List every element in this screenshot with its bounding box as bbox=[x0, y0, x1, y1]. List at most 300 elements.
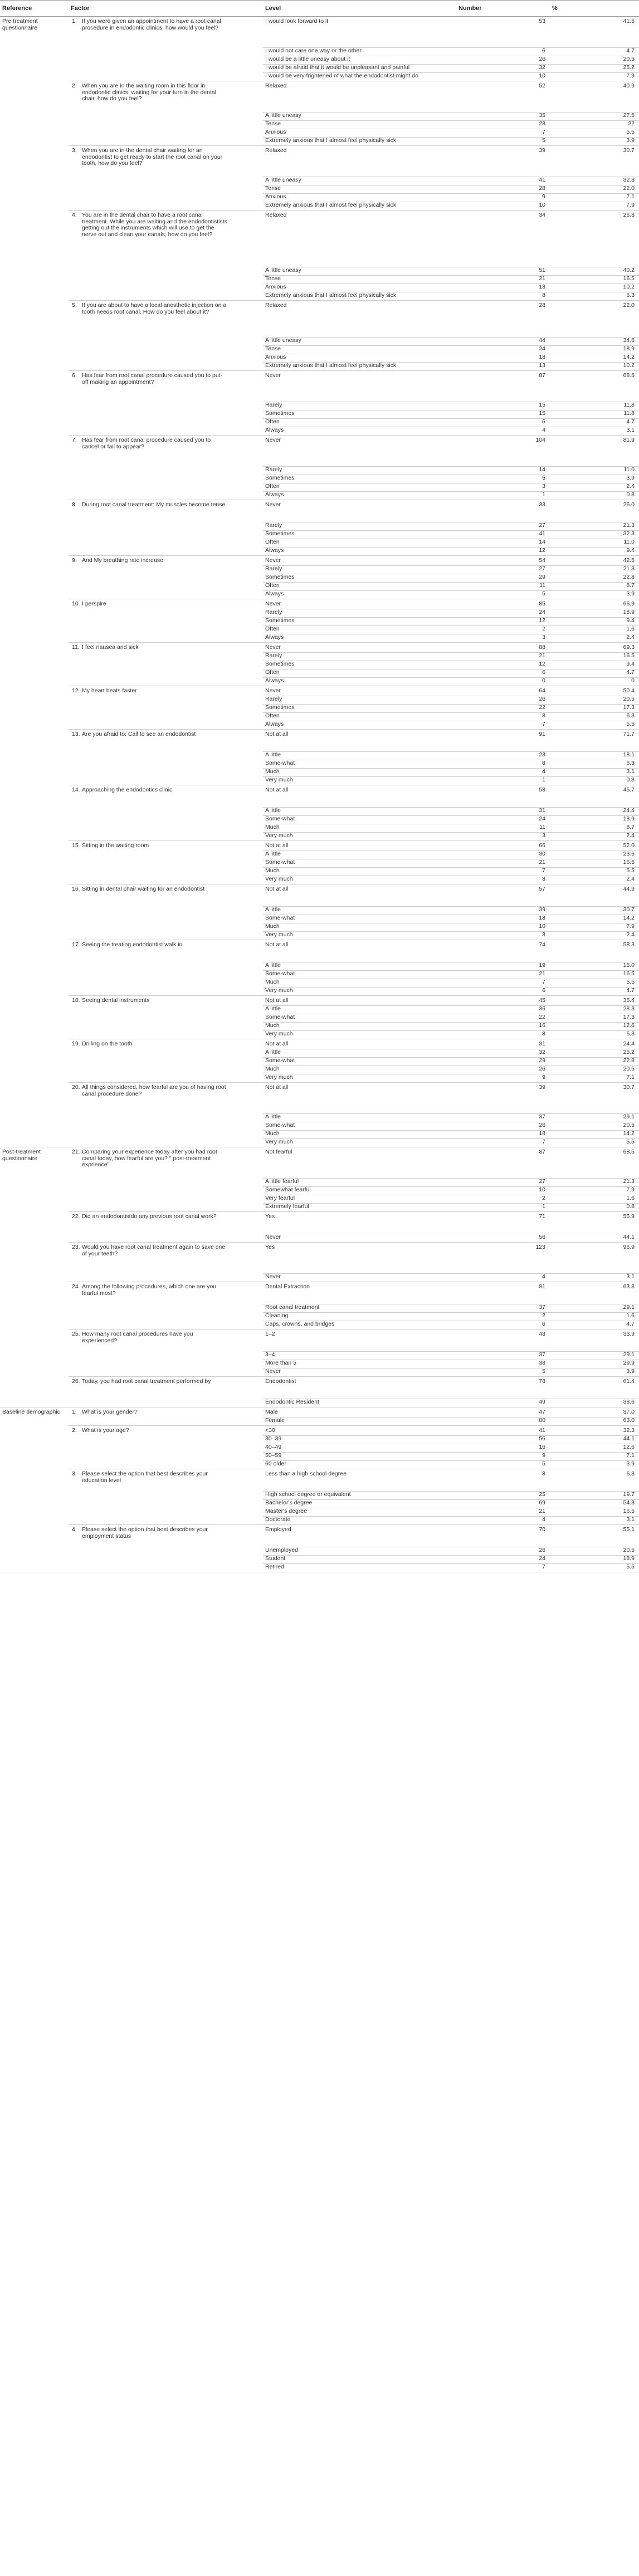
question-cell bbox=[69, 1329, 263, 1377]
number-cell: 21 bbox=[456, 971, 550, 979]
percent-cell: 9.4 bbox=[550, 661, 639, 669]
number-cell: 49 bbox=[456, 1399, 550, 1407]
question-cell bbox=[69, 371, 263, 436]
level-cell: Sometimes bbox=[263, 574, 456, 583]
percent-cell: 5.5 bbox=[550, 129, 639, 138]
level-cell: Root canal treatment bbox=[263, 1304, 456, 1313]
percent-cell: 14.2 bbox=[550, 915, 639, 923]
percent-cell: 16.5 bbox=[550, 859, 639, 868]
question-number: 1. bbox=[72, 18, 77, 25]
number-cell: 52 bbox=[456, 81, 550, 113]
number-cell: 28 bbox=[456, 121, 550, 129]
number-cell: 38 bbox=[456, 1360, 550, 1368]
percent-cell: 16.5 bbox=[550, 653, 639, 661]
percent-cell: 8.7 bbox=[550, 824, 639, 833]
question-cell bbox=[69, 500, 263, 556]
percent-cell: 5.5 bbox=[550, 1564, 639, 1572]
number-cell: 4 bbox=[456, 427, 550, 436]
question-text: Did an endodontistdo any previous root canal work? bbox=[82, 1213, 217, 1220]
level-cell: 60 older bbox=[263, 1461, 456, 1469]
table-row bbox=[0, 730, 639, 752]
question-cell bbox=[69, 1407, 263, 1426]
table-row bbox=[0, 1083, 639, 1114]
number-cell: 56 bbox=[456, 1234, 550, 1243]
level-cell: More than 5 bbox=[263, 1360, 456, 1368]
level-cell: Relaxed bbox=[263, 81, 456, 113]
number-cell: 3 bbox=[456, 483, 550, 492]
level-cell: Rarely bbox=[263, 566, 456, 574]
level-cell: 1–2 bbox=[263, 1329, 456, 1352]
level-cell: Never bbox=[263, 686, 456, 696]
percent-cell: 14.2 bbox=[550, 354, 639, 363]
question-cell bbox=[69, 884, 263, 940]
number-cell: 8 bbox=[456, 1031, 550, 1039]
percent-cell: 11.0 bbox=[550, 467, 639, 475]
number-cell: 12 bbox=[456, 548, 550, 556]
level-cell: A little bbox=[263, 851, 456, 859]
level-cell: Extremely anxious that I almost feel physically sick bbox=[263, 202, 456, 211]
number-cell: 10 bbox=[456, 1187, 550, 1195]
percent-cell: 25.2 bbox=[550, 65, 639, 73]
number-cell: 37 bbox=[456, 1352, 550, 1360]
percent-cell: 3.1 bbox=[550, 1517, 639, 1525]
level-cell: I would look forward to it bbox=[263, 17, 456, 48]
level-cell: I would not care one way or the other bbox=[263, 48, 456, 56]
level-cell: Endodontic Resident bbox=[263, 1399, 456, 1407]
number-cell: 87 bbox=[456, 1147, 550, 1179]
percent-cell: 63.8 bbox=[550, 1282, 639, 1304]
number-cell: 10 bbox=[456, 202, 550, 211]
level-cell: Not at all bbox=[263, 940, 456, 962]
number-cell: 7 bbox=[456, 721, 550, 730]
number-cell: 51 bbox=[456, 267, 550, 276]
number-cell: 78 bbox=[456, 1377, 550, 1399]
percent-cell: 3.9 bbox=[550, 138, 639, 146]
number-cell: 2 bbox=[456, 1195, 550, 1204]
percent-cell: 55.1 bbox=[550, 1525, 639, 1547]
level-cell: Male bbox=[263, 1407, 456, 1417]
level-cell: Extremely fearful bbox=[263, 1204, 456, 1212]
percent-cell: 21.3 bbox=[550, 566, 639, 574]
question-number: 17. bbox=[72, 941, 80, 948]
percent-cell: 9.4 bbox=[550, 548, 639, 556]
percent-cell: 29.9 bbox=[550, 1360, 639, 1368]
question-number: 19. bbox=[72, 1040, 80, 1047]
table-row bbox=[0, 436, 639, 467]
number-cell: 6 bbox=[456, 988, 550, 996]
number-cell: 85 bbox=[456, 599, 550, 609]
percent-cell: 19.7 bbox=[550, 1492, 639, 1500]
question-text: Comparing your experience today after you had root canal today, how fearful are you? " post-treatment exprience" bbox=[82, 1148, 217, 1169]
number-cell: 27 bbox=[456, 522, 550, 531]
level-cell: Always bbox=[263, 427, 456, 436]
percent-cell: 7.9 bbox=[550, 923, 639, 932]
number-cell: 123 bbox=[456, 1243, 550, 1274]
level-cell: Not at all bbox=[263, 884, 456, 907]
level-cell: Extremely anxious that I almost feel physically sick bbox=[263, 292, 456, 301]
question-cell bbox=[69, 436, 263, 500]
percent-cell: 18.9 bbox=[550, 346, 639, 354]
percent-cell: 61.4 bbox=[550, 1377, 639, 1399]
header-factor: Factor bbox=[69, 1, 263, 17]
number-cell: 28 bbox=[456, 301, 550, 338]
number-cell: 18 bbox=[456, 1131, 550, 1139]
level-cell: Some-what bbox=[263, 760, 456, 769]
percent-cell: 12.6 bbox=[550, 1023, 639, 1031]
level-cell: Tense bbox=[263, 346, 456, 354]
percent-cell: 55.9 bbox=[550, 1212, 639, 1234]
number-cell: 74 bbox=[456, 940, 550, 962]
percent-cell: 58.3 bbox=[550, 940, 639, 962]
number-cell: 16 bbox=[456, 1023, 550, 1031]
table-row bbox=[0, 1039, 639, 1049]
section-label: Post-treatment questionnaire bbox=[0, 1147, 69, 1407]
percent-cell: 0.8 bbox=[550, 1204, 639, 1212]
number-cell: 5 bbox=[456, 591, 550, 599]
level-cell: A little uneasy bbox=[263, 338, 456, 346]
question-cell bbox=[69, 1426, 263, 1469]
number-cell: 69 bbox=[456, 1500, 550, 1508]
level-cell: Some-what bbox=[263, 915, 456, 923]
number-cell: 21 bbox=[456, 653, 550, 661]
percent-cell: 41.5 bbox=[550, 17, 639, 48]
number-cell: 14 bbox=[456, 467, 550, 475]
percent-cell: 3.9 bbox=[550, 475, 639, 483]
percent-cell: 23.6 bbox=[550, 851, 639, 859]
number-cell: 27 bbox=[456, 1179, 550, 1187]
percent-cell: 96.9 bbox=[550, 1243, 639, 1274]
percent-cell: 5.5 bbox=[550, 721, 639, 730]
percent-cell: 21.3 bbox=[550, 522, 639, 531]
level-cell: Never bbox=[263, 500, 456, 522]
percent-cell: 44.9 bbox=[550, 884, 639, 907]
question-cell bbox=[69, 686, 263, 730]
table-row bbox=[0, 556, 639, 566]
percent-cell: 32.3 bbox=[550, 1426, 639, 1436]
table-header-row bbox=[0, 1, 639, 17]
percent-cell: 42.5 bbox=[550, 556, 639, 566]
percent-cell: 29.1 bbox=[550, 1114, 639, 1122]
number-cell: 43 bbox=[456, 1329, 550, 1352]
table-row bbox=[0, 1407, 639, 1417]
level-cell: A little uneasy bbox=[263, 267, 456, 276]
table-row bbox=[0, 884, 639, 907]
question-text: I perspire bbox=[82, 600, 106, 607]
table-row bbox=[0, 500, 639, 522]
level-cell: Relaxed bbox=[263, 301, 456, 338]
percent-cell: 34.6 bbox=[550, 338, 639, 346]
header-reference: Reference bbox=[0, 1, 69, 17]
number-cell: 7 bbox=[456, 1139, 550, 1147]
percent-cell: 4.7 bbox=[550, 419, 639, 427]
level-cell: Never bbox=[263, 1274, 456, 1282]
percent-cell: 22.0 bbox=[550, 301, 639, 338]
level-cell: Female bbox=[263, 1417, 456, 1426]
question-number: 21. bbox=[72, 1148, 80, 1155]
percent-cell: 6.3 bbox=[550, 292, 639, 301]
question-cell bbox=[69, 1282, 263, 1329]
question-text: Today, you had root canal treatment performed by bbox=[82, 1378, 211, 1385]
question-text: And My breathing rate increase bbox=[82, 557, 163, 564]
number-cell: 23 bbox=[456, 752, 550, 760]
question-number: 2. bbox=[72, 1427, 77, 1434]
number-cell: 3 bbox=[456, 634, 550, 643]
question-text: Sitting in the waiting room bbox=[82, 842, 149, 849]
level-cell: Much bbox=[263, 1023, 456, 1031]
percent-cell: 68.5 bbox=[550, 1147, 639, 1179]
percent-cell: 40.2 bbox=[550, 267, 639, 276]
level-cell: Much bbox=[263, 769, 456, 777]
level-cell: Some-what bbox=[263, 1014, 456, 1023]
level-cell: Relaxed bbox=[263, 211, 456, 267]
question-text: During root canal treatment: My muscles become tense bbox=[82, 501, 226, 508]
percent-cell: 18.9 bbox=[550, 816, 639, 824]
level-cell: I would be a little uneasy about it bbox=[263, 56, 456, 65]
question-cell bbox=[69, 1525, 263, 1572]
percent-cell: 0 bbox=[550, 678, 639, 686]
level-cell: Sometimes bbox=[263, 661, 456, 669]
question-text: You are in the dental chair to have a root canal treatment. While you are waiting and the endodontistists getting out the instruments which will use to get the nerve out and clean your canals, how do you feel? bbox=[82, 212, 227, 238]
question-number: 18. bbox=[72, 997, 80, 1004]
number-cell: 54 bbox=[456, 556, 550, 566]
percent-cell: 71.7 bbox=[550, 730, 639, 752]
question-number: 10. bbox=[72, 600, 80, 607]
level-cell: Never bbox=[263, 1234, 456, 1243]
number-cell: 56 bbox=[456, 1436, 550, 1444]
level-cell: Often bbox=[263, 539, 456, 548]
number-cell: 29 bbox=[456, 574, 550, 583]
question-text: Seeing the treating endodontist walk in bbox=[82, 941, 183, 948]
number-cell: 5 bbox=[456, 138, 550, 146]
question-text: Has fear from root canal procedure caused you to put-off making an appointment? bbox=[82, 372, 223, 385]
number-cell: 44 bbox=[456, 338, 550, 346]
level-cell: Sometimes bbox=[263, 475, 456, 483]
percent-cell: 21.3 bbox=[550, 1179, 639, 1187]
question-text: Please select the option that best describes your education level bbox=[82, 1470, 208, 1484]
number-cell: 6 bbox=[456, 419, 550, 427]
percent-cell: 3.1 bbox=[550, 1274, 639, 1282]
level-cell: Anxious bbox=[263, 129, 456, 138]
table-row bbox=[0, 1282, 639, 1304]
percent-cell: 29.1 bbox=[550, 1304, 639, 1313]
header-percent: % bbox=[550, 1, 639, 17]
percent-cell: 11.8 bbox=[550, 410, 639, 419]
question-number: 16. bbox=[72, 886, 80, 892]
percent-cell: 4.7 bbox=[550, 48, 639, 56]
number-cell: 2 bbox=[456, 1313, 550, 1321]
number-cell: 88 bbox=[456, 643, 550, 653]
percent-cell: 0.8 bbox=[550, 492, 639, 500]
percent-cell: 28.3 bbox=[550, 1006, 639, 1014]
percent-cell: 45.7 bbox=[550, 785, 639, 808]
level-cell: A little bbox=[263, 1049, 456, 1058]
question-cell bbox=[69, 599, 263, 643]
table-row bbox=[0, 211, 639, 267]
question-text: My heart beats faster bbox=[82, 687, 137, 694]
level-cell: Much bbox=[263, 1066, 456, 1074]
number-cell: 21 bbox=[456, 276, 550, 284]
number-cell: 26 bbox=[456, 56, 550, 65]
percent-cell: 12.6 bbox=[550, 1444, 639, 1453]
number-cell: 32 bbox=[456, 65, 550, 73]
number-cell: 36 bbox=[456, 1006, 550, 1014]
question-number: 6. bbox=[72, 372, 77, 379]
question-cell bbox=[69, 17, 263, 81]
level-cell: 3–4 bbox=[263, 1352, 456, 1360]
question-text: When you are in the waiting room in this floor in endodontic clinics, waiting for your turn in the dental chair, how do you feel? bbox=[82, 82, 217, 102]
level-cell: I would be very frightened of what the endodontist might do bbox=[263, 73, 456, 81]
level-cell: Often bbox=[263, 669, 456, 678]
level-cell: Bachelor's degree bbox=[263, 1500, 456, 1508]
table-row bbox=[0, 17, 639, 48]
question-number: 1. bbox=[72, 1409, 77, 1415]
level-cell: Extremely anxious that I almost feel physically sick bbox=[263, 363, 456, 371]
question-text: Would you have root canal treatment again to save one of your teeth? bbox=[82, 1244, 226, 1257]
table-row bbox=[0, 1525, 639, 1547]
number-cell: 13 bbox=[456, 284, 550, 292]
level-cell: Some-what bbox=[263, 1122, 456, 1131]
percent-cell: 32.3 bbox=[550, 177, 639, 185]
section-label: Baseline demographic bbox=[0, 1407, 69, 1572]
level-cell: Sometimes bbox=[263, 705, 456, 713]
question-text: How many root canal procedures have you experienced? bbox=[82, 1331, 193, 1344]
question-number: 15. bbox=[72, 842, 80, 849]
header-level: Level bbox=[263, 1, 456, 17]
question-number: 11. bbox=[72, 644, 80, 651]
number-cell: 24 bbox=[456, 346, 550, 354]
percent-cell: 26.8 bbox=[550, 211, 639, 267]
number-cell: 26 bbox=[456, 1066, 550, 1074]
percent-cell: 7.1 bbox=[550, 1074, 639, 1083]
number-cell: 26 bbox=[456, 696, 550, 705]
level-cell: Never bbox=[263, 1368, 456, 1377]
number-cell: 35 bbox=[456, 113, 550, 121]
level-cell: Never bbox=[263, 599, 456, 609]
level-cell: Tense bbox=[263, 185, 456, 194]
level-cell: Tense bbox=[263, 276, 456, 284]
percent-cell: 4.7 bbox=[550, 1321, 639, 1329]
number-cell: 16 bbox=[456, 1444, 550, 1453]
table-row bbox=[0, 599, 639, 609]
level-cell: Always bbox=[263, 678, 456, 686]
percent-cell: 24.4 bbox=[550, 808, 639, 816]
table-row bbox=[0, 146, 639, 177]
percent-cell: 3.1 bbox=[550, 427, 639, 436]
level-cell: A little bbox=[263, 808, 456, 816]
number-cell: 11 bbox=[456, 824, 550, 833]
percent-cell: 20.5 bbox=[550, 1547, 639, 1556]
question-text: Drilling on the tooth bbox=[82, 1040, 133, 1047]
number-cell: 39 bbox=[456, 1083, 550, 1114]
question-cell bbox=[69, 301, 263, 371]
question-number: 8. bbox=[72, 501, 77, 508]
percent-cell: 30.7 bbox=[550, 907, 639, 915]
number-cell: 15 bbox=[456, 402, 550, 410]
percent-cell: 52.0 bbox=[550, 841, 639, 851]
question-text: All things considered, how fearful are you of having root canal procedure done? bbox=[82, 1084, 226, 1097]
question-text: Sitting in dental chair waiting for an endodontist bbox=[82, 886, 205, 892]
number-cell: 5 bbox=[456, 1368, 550, 1377]
level-cell: Yes bbox=[263, 1243, 456, 1274]
question-text: When you are in the dental chair waiting for an endodontist to get ready to start the root canal on your tooth, how do you feel? bbox=[82, 147, 223, 167]
percent-cell: 22.8 bbox=[550, 1058, 639, 1066]
number-cell: 27 bbox=[456, 566, 550, 574]
number-cell: 26 bbox=[456, 1122, 550, 1131]
question-number: 7. bbox=[72, 437, 77, 443]
number-cell: 37 bbox=[456, 1114, 550, 1122]
number-cell: 5 bbox=[456, 1461, 550, 1469]
table-row bbox=[0, 686, 639, 696]
question-number: 3. bbox=[72, 1470, 77, 1477]
number-cell: 34 bbox=[456, 211, 550, 267]
number-cell: 0 bbox=[456, 678, 550, 686]
question-number: 3. bbox=[72, 147, 77, 154]
level-cell: Anxious bbox=[263, 284, 456, 292]
level-cell: A little bbox=[263, 907, 456, 915]
number-cell: 4 bbox=[456, 769, 550, 777]
percent-cell: 0.8 bbox=[550, 777, 639, 785]
level-cell: I would be afraid that it would be unpleasant and painful bbox=[263, 65, 456, 73]
number-cell: 7 bbox=[456, 129, 550, 138]
percent-cell: 63.0 bbox=[550, 1417, 639, 1426]
level-cell: Anxious bbox=[263, 354, 456, 363]
number-cell: 10 bbox=[456, 73, 550, 81]
table-row bbox=[0, 785, 639, 808]
question-number: 23. bbox=[72, 1244, 80, 1250]
question-number: 22. bbox=[72, 1213, 80, 1220]
table-row bbox=[0, 841, 639, 851]
level-cell: Often bbox=[263, 483, 456, 492]
number-cell: 66 bbox=[456, 841, 550, 851]
number-cell: 104 bbox=[456, 436, 550, 467]
question-cell bbox=[69, 1039, 263, 1083]
number-cell: 24 bbox=[456, 1556, 550, 1564]
level-cell: Always bbox=[263, 492, 456, 500]
number-cell: 8 bbox=[456, 292, 550, 301]
table-row bbox=[0, 996, 639, 1006]
question-text: What is your age? bbox=[82, 1427, 129, 1434]
question-cell bbox=[69, 1083, 263, 1147]
table-row bbox=[0, 1329, 639, 1352]
question-cell bbox=[69, 146, 263, 211]
header-number: Number bbox=[456, 1, 550, 17]
table-row bbox=[0, 940, 639, 962]
level-cell: A little uneasy bbox=[263, 113, 456, 121]
level-cell: Much bbox=[263, 979, 456, 988]
number-cell: 12 bbox=[456, 661, 550, 669]
percent-cell: 7.1 bbox=[550, 1453, 639, 1461]
level-cell: Rarely bbox=[263, 653, 456, 661]
percent-cell: 3.9 bbox=[550, 591, 639, 599]
level-cell: Never bbox=[263, 556, 456, 566]
number-cell: 1 bbox=[456, 1204, 550, 1212]
number-cell: 3 bbox=[456, 833, 550, 841]
level-cell: Master's degree bbox=[263, 1508, 456, 1517]
level-cell: A little bbox=[263, 1114, 456, 1122]
level-cell: Tense bbox=[263, 121, 456, 129]
percent-cell: 29.1 bbox=[550, 1352, 639, 1360]
percent-cell: 6.3 bbox=[550, 760, 639, 769]
number-cell: 21 bbox=[456, 1508, 550, 1517]
percent-cell: 6.3 bbox=[550, 1469, 639, 1492]
question-text: Are you afraid to: Call to see an endodontist bbox=[82, 731, 196, 737]
question-text: Seeing dental instruments bbox=[82, 997, 150, 1004]
level-cell: A little bbox=[263, 1006, 456, 1014]
number-cell: 4 bbox=[456, 1517, 550, 1525]
question-cell bbox=[69, 556, 263, 599]
number-cell: 7 bbox=[456, 979, 550, 988]
percent-cell: 22 bbox=[550, 121, 639, 129]
